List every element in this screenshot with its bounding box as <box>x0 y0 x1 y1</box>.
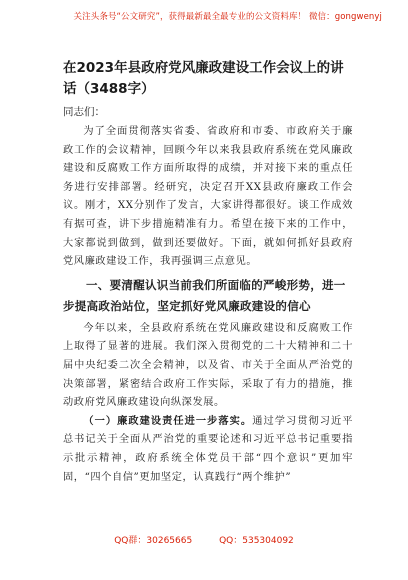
document-title: 在2023年县政府党风廉政建设工作会议上的讲话（3488字） <box>63 60 344 97</box>
subheading-responsibility: （一）廉政建设责任进一步落实。 <box>83 415 253 427</box>
paragraph-intro: 为了全面贯彻落实省委、省政府和市委、市政府关于廉政工作的会议精神，回顾今年以来我县政府系统在党风廉政建设和反腐败工作方面所取得的成绩，并对接下来的重点任务进行安排部署。经研究，决定召开XX县政府廉政工作会议。刚才，XX分别作了发言，大家讲得都很好。谈工作成效有据可查，讲下步措施精准有力。希望在接下来的工作中，大家都说到做到，做到还要做好。下面，就如何抓好县政府党风廉政建设工作，我再强调三点意见。 <box>63 126 353 268</box>
paragraph-responsibility-body: 通过学习贯彻习近平总书记关于全面从严治党的重要论述和习近平总书记重要指示批示精神，政府系统全体党员干部“四个意识”更加牢固，“四个自信”更加坚定，认真践行“两个维护” <box>63 415 353 483</box>
footer-qq: QQ：535304092 <box>219 536 294 546</box>
header-banner: 关注头条号“公文研究”，获得最新最全最专业的公文资料库！ 微信：gongwenyj <box>73 12 382 22</box>
document-page <box>63 58 353 487</box>
section-heading-1: 一、要清醒认识当前我们所面临的严峻形势，进一步提高政治站位，坚定抓好党风廉政建设的信心 <box>63 277 346 313</box>
paragraph-progress: 今年以来，全县政府系统在党风廉政建设和反腐败工作上取得了显著的进展。我们深入贯彻党的二十大精神和二十届中央纪委二次全会精神，以及省、市关于全面从严治党的决策部署，紧密结合政府工作实际，采取了有力的措施，推动政府党风廉政建设向纵深发展。 <box>63 322 353 409</box>
footer-qq-group: QQ群：30265665 <box>114 536 193 546</box>
greeting: 同志们： <box>63 106 105 118</box>
footer-contact <box>0 533 408 546</box>
paragraph-responsibility <box>63 413 353 487</box>
